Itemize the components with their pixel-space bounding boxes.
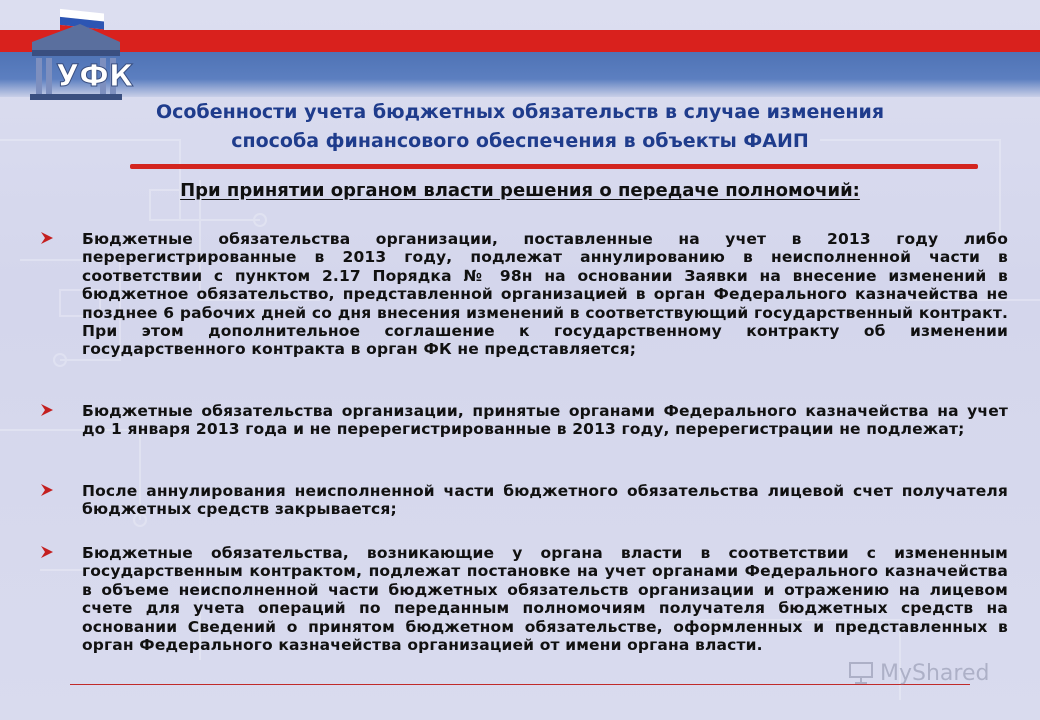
footer-divider — [70, 684, 970, 685]
header-blue-stripe — [0, 52, 1040, 97]
list-item-text: Бюджетные обязательства, возникающие у органа власти в соответствии с измененным государственным контрактом, подлежат постановке на учет органами Федерального казначейства в объеме неисполненной части бюджетных обязательств организации и отражению на лицевом счете для учета операций по переданным полномочиям получателя бюджетных средств на основании Сведений о принятом бюджетном обязательстве, оформленных и представленных в орган Федерального казначейства организацией от имени органа власти. — [82, 544, 1008, 655]
header-red-stripe — [0, 30, 1040, 52]
list-item-text: После аннулирования неисполненной части бюджетного обязательства лицевой счет получателя бюджетных средств закрывается; — [82, 482, 1008, 519]
arrow-bullet-icon — [40, 231, 54, 245]
list-item-text: Бюджетные обязательства организации, поставленные на учет в 2013 году либо перерегистрированные в 2013 году, подлежат аннулированию в неисполненной части в соответствии с пунктом 2.17 Порядка № 98н на основании Заявки на внесение изменений в бюджетное обязательство, представленной организацией в орган Федерального казначейства не позднее 6 рабочих дней со дня внесения изменений в соответствующий государственный контракт. При этом дополнительное соглашение к государственному контракту об изменении государственного контракта в орган ФК не представляется; — [82, 230, 1008, 359]
arrow-bullet-icon — [40, 483, 54, 497]
watermark-text: MyShared — [880, 660, 990, 686]
ufk-logo — [14, 2, 134, 102]
slide-title-line2: способа финансового обеспечения в объекты ФАИП — [231, 130, 809, 152]
list-item-text: Бюджетные обязательства организации, принятые органами Федерального казначейства на учет до 1 января 2013 года и не перерегистрированные в 2013 году, перерегистрации не подлежат; — [82, 402, 1008, 439]
svg-text:УФК: УФК — [56, 59, 134, 94]
slide-title — [60, 98, 980, 156]
title-red-divider — [130, 164, 978, 169]
presentation-icon — [848, 660, 874, 686]
slide-title-line1: Особенности учета бюджетных обязательств в случае изменения — [155, 101, 885, 123]
arrow-bullet-icon — [40, 403, 54, 417]
watermark — [848, 658, 989, 688]
slide-subtitle: При принятии органом власти решения о передаче полномочий: — [180, 180, 860, 201]
arrow-bullet-icon — [40, 545, 54, 559]
